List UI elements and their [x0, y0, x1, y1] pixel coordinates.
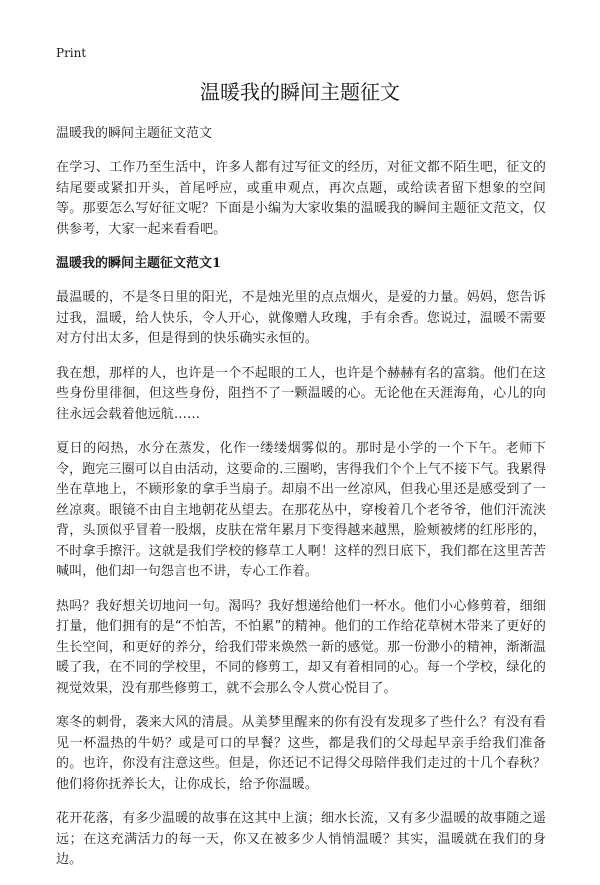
- print-link[interactable]: Print: [56, 46, 87, 60]
- paragraph-2: 我在想，那样的人，也许是一个不起眼的工人，也许是个赫赫有名的富翁。他们在这些身份里徘徊，但这些身份，阻挡不了一颗温暖的心。无论他在天涯海角，心儿的向往永远会载着他远航……: [56, 365, 546, 422]
- article-subtitle: 温暖我的瞬间主题征文范文: [56, 126, 213, 141]
- page-title: 温暖我的瞬间主题征文: [200, 80, 400, 104]
- paragraph-6: 花开花落，有多少温暖的故事在这其中上演；细水长流，又有多少温暖的故事随之遥远；在这充满活力的每一天，你又在被多少人悄悄温暖？其实，温暖就在我们的身边。: [56, 811, 546, 867]
- paragraph-4: 热吗？我好想关切地问一句。渴吗？我好想递给他们一杯水。他们小心修剪着，细细打量，他们拥有的是“不怕苦，不怕累”的精神。他们的工作给花草树木带来了更好的生长空间，和更好的养分，给我们带来焕然一新的感觉。那一份渺小的精神，渐渐温暖了我，在不同的学校里，不同的修剪工，却又有着相同的心。每一个学校，绿化的视觉效果，没有那些修剪工，就不会那么令人赏心悦目了。: [56, 598, 546, 696]
- intro-paragraph: 在学习、工作乃至生活中，许多人都有过写征文的经历，对征文都不陌生吧，征文的结尾要或紧扣开头，首尾呼应，或重申观点，再次点题，或给读者留下想象的空间等。那要怎么写好征文呢？下面是小编为大家收集的温暖我的瞬间主题征文范文，仅供参考，大家一起来看看吧。: [56, 160, 546, 237]
- article-body: [56, 124, 546, 885]
- paragraph-3: 夏日的闷热，水分在蒸发，化作一缕缕烟雾似的。那时是小学的一个下午。老师下令，跑完三圈可以自由活动，这要命的.三圈哟，害得我们个个上气不接下气。我累得坐在草地上，不顾形象的拿手当扇子。却扇不出一丝凉风，但我心里还是感受到了一丝凉爽。眼镜不由自主地朝花丛望去。在那花丛中，穿梭着几个老爷爷，他们汗流浃背，头顶似乎冒着一股烟，皮肤在常年累月下变得越来越黑，脸颊被烤的红彤彤的，不时拿手擦汗。这就是我们学校的修草工人啊！这样的烈日底下，我们都在这里苦苦喊叫，他们却一句怨言也不讲，专心工作着。: [56, 441, 546, 579]
- paragraph-1: 最温暖的，不是冬日里的阳光，不是烛光里的点点烟火，是爱的力量。妈妈，您告诉过我，温暖，给人快乐，令人开心，就像赠人玫瑰，手有余香。您说过，温暖不需要对方付出太多，但是得到的快乐确实永恒的。: [56, 290, 546, 346]
- section-heading: 温暖我的瞬间主题征文范文1: [56, 256, 222, 271]
- paragraph-5: 寒冬的刺骨，袭来大风的清晨。从美梦里醒来的你有没有发现多了些什么？有没有看见一杯温热的牛奶？或是可口的早餐？这些，都是我们的父母起早亲手给我们准备的。也许，你没有注意这些。但是，你还记不记得父母陪伴我们走过的十几个春秋？他们将你抚养长大，让你成长，给予你温暖。: [56, 715, 546, 792]
